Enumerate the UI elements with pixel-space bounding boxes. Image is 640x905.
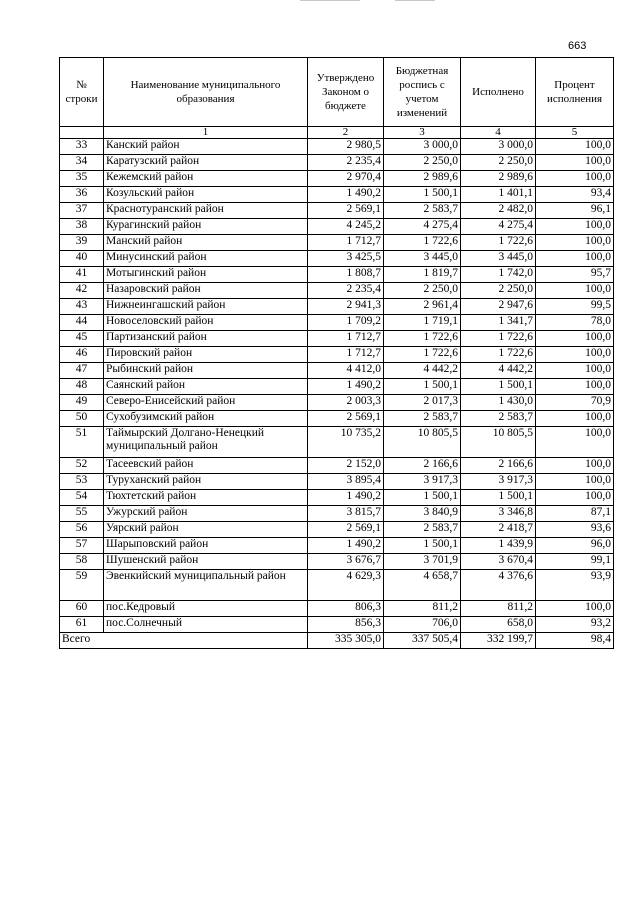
execution-percent: 100,0 [536, 139, 614, 155]
execution-percent: 96,1 [536, 203, 614, 219]
municipality-name: Ужурский район [104, 506, 308, 522]
municipality-name: Нижнеингашский район [104, 299, 308, 315]
execution-percent: 87,1 [536, 506, 614, 522]
municipality-name: Краснотуранский район [104, 203, 308, 219]
approved-amount: 1 712,7 [308, 331, 384, 347]
approved-amount: 2 235,4 [308, 155, 384, 171]
execution-percent: 100,0 [536, 155, 614, 171]
executed-amount: 4 275,4 [461, 219, 536, 235]
approved-amount: 4 245,2 [308, 219, 384, 235]
approved-amount: 1 808,7 [308, 267, 384, 283]
row-number: 46 [60, 347, 104, 363]
row-number: 36 [60, 187, 104, 203]
row-number: 61 [60, 617, 104, 633]
budget-amount: 1 500,1 [384, 538, 461, 554]
table-row [60, 427, 614, 458]
approved-amount: 1 490,2 [308, 379, 384, 395]
budget-amount: 2 961,4 [384, 299, 461, 315]
execution-percent: 100,0 [536, 331, 614, 347]
executed-amount: 3 670,4 [461, 554, 536, 570]
budget-amount: 3 840,9 [384, 506, 461, 522]
execution-percent: 95,7 [536, 267, 614, 283]
column-number: 5 [536, 127, 614, 139]
table-row [60, 315, 614, 331]
table-row [60, 458, 614, 474]
approved-amount: 1 712,7 [308, 347, 384, 363]
executed-amount: 1 722,6 [461, 235, 536, 251]
scan-artifact-line [300, 0, 360, 1]
executed-amount: 811,2 [461, 601, 536, 617]
municipality-name: Каратузский район [104, 155, 308, 171]
executed-amount: 3 917,3 [461, 474, 536, 490]
budget-amount: 1 500,1 [384, 490, 461, 506]
approved-amount: 2 569,1 [308, 203, 384, 219]
total-percent: 98,4 [536, 633, 614, 649]
table-row [60, 299, 614, 315]
approved-amount: 2 569,1 [308, 411, 384, 427]
execution-percent: 93,2 [536, 617, 614, 633]
header-municipality-name: Наименование муниципального образования [104, 58, 308, 127]
approved-amount: 856,3 [308, 617, 384, 633]
scan-artifact-line [395, 0, 435, 1]
municipality-name: Мотыгинский район [104, 267, 308, 283]
total-label: Всего [60, 633, 308, 649]
approved-amount: 3 895,4 [308, 474, 384, 490]
approved-amount: 2 970,4 [308, 171, 384, 187]
budget-amount: 4 658,7 [384, 570, 461, 601]
header-execution-percent: Процент исполнения [536, 58, 614, 127]
row-number: 44 [60, 315, 104, 331]
approved-amount: 3 676,7 [308, 554, 384, 570]
row-number: 60 [60, 601, 104, 617]
budget-amount: 3 917,3 [384, 474, 461, 490]
municipality-name: Таймырский Долгано-Ненецкий муниципальный район [104, 427, 308, 458]
budget-amount: 1 500,1 [384, 187, 461, 203]
execution-percent: 99,1 [536, 554, 614, 570]
column-number-row [60, 127, 614, 139]
approved-amount: 1 712,7 [308, 235, 384, 251]
table-row [60, 617, 614, 633]
budget-amount: 1 500,1 [384, 379, 461, 395]
table-row [60, 395, 614, 411]
municipality-name: Козульский район [104, 187, 308, 203]
table-row [60, 283, 614, 299]
table-body [60, 139, 614, 633]
table-row [60, 139, 614, 155]
table-row [60, 411, 614, 427]
executed-amount: 2 482,0 [461, 203, 536, 219]
table-row [60, 570, 614, 601]
column-number: 1 [104, 127, 308, 139]
approved-amount: 2 003,3 [308, 395, 384, 411]
header-row-number: № строки [60, 58, 104, 127]
execution-percent: 100,0 [536, 458, 614, 474]
row-number: 55 [60, 506, 104, 522]
municipality-name: пос.Кедровый [104, 601, 308, 617]
executed-amount: 658,0 [461, 617, 536, 633]
execution-percent: 93,9 [536, 570, 614, 601]
executed-amount: 1 742,0 [461, 267, 536, 283]
table-row [60, 474, 614, 490]
execution-percent: 99,5 [536, 299, 614, 315]
execution-percent: 100,0 [536, 411, 614, 427]
execution-percent: 100,0 [536, 379, 614, 395]
execution-percent: 100,0 [536, 219, 614, 235]
row-number: 40 [60, 251, 104, 267]
budget-amount: 3 000,0 [384, 139, 461, 155]
budget-amount: 1 722,6 [384, 331, 461, 347]
executed-amount: 3 445,0 [461, 251, 536, 267]
executed-amount: 2 250,0 [461, 283, 536, 299]
table-row [60, 506, 614, 522]
approved-amount: 1 490,2 [308, 490, 384, 506]
table-header-row [60, 58, 614, 127]
budget-amount: 2 250,0 [384, 155, 461, 171]
executed-amount: 2 418,7 [461, 522, 536, 538]
municipality-name: Минусинский район [104, 251, 308, 267]
execution-percent: 93,4 [536, 187, 614, 203]
row-number: 35 [60, 171, 104, 187]
execution-percent: 100,0 [536, 283, 614, 299]
municipality-name: Кежемский район [104, 171, 308, 187]
row-number: 58 [60, 554, 104, 570]
executed-amount: 2 947,6 [461, 299, 536, 315]
approved-amount: 806,3 [308, 601, 384, 617]
approved-amount: 10 735,2 [308, 427, 384, 458]
row-number: 41 [60, 267, 104, 283]
budget-amount: 2 583,7 [384, 522, 461, 538]
row-number: 51 [60, 427, 104, 458]
municipality-name: Пировский район [104, 347, 308, 363]
budget-amount: 4 275,4 [384, 219, 461, 235]
budget-amount: 2 166,6 [384, 458, 461, 474]
row-number: 54 [60, 490, 104, 506]
executed-amount: 1 430,0 [461, 395, 536, 411]
execution-percent: 100,0 [536, 251, 614, 267]
municipality-name: Эвенкийский муниципальный район [104, 570, 308, 601]
table-row [60, 267, 614, 283]
execution-percent: 78,0 [536, 315, 614, 331]
total-executed: 332 199,7 [461, 633, 536, 649]
municipality-name: пос.Солнечный [104, 617, 308, 633]
table-row [60, 251, 614, 267]
budget-amount: 2 017,3 [384, 395, 461, 411]
table-row [60, 219, 614, 235]
executed-amount: 3 000,0 [461, 139, 536, 155]
total-approved: 335 305,0 [308, 633, 384, 649]
header-approved-by-law: Утверждено Законом о бюджете [308, 58, 384, 127]
approved-amount: 1 490,2 [308, 187, 384, 203]
approved-amount: 2 152,0 [308, 458, 384, 474]
table-row [60, 155, 614, 171]
municipality-name: Рыбинский район [104, 363, 308, 379]
column-number: 2 [308, 127, 384, 139]
budget-amount: 1 722,6 [384, 347, 461, 363]
executed-amount: 4 376,6 [461, 570, 536, 601]
row-number: 39 [60, 235, 104, 251]
budget-amount: 3 701,9 [384, 554, 461, 570]
execution-percent: 100,0 [536, 171, 614, 187]
row-number: 38 [60, 219, 104, 235]
executed-amount: 1 500,1 [461, 379, 536, 395]
budget-amount: 2 250,0 [384, 283, 461, 299]
budget-amount: 1 719,1 [384, 315, 461, 331]
row-number: 52 [60, 458, 104, 474]
table-row [60, 235, 614, 251]
municipality-name: Назаровский район [104, 283, 308, 299]
execution-percent: 93,6 [536, 522, 614, 538]
table-row [60, 522, 614, 538]
table-row [60, 554, 614, 570]
header-budget-schedule: Бюджетная роспись с учетом изменений [384, 58, 461, 127]
column-number: 3 [384, 127, 461, 139]
executed-amount: 2 250,0 [461, 155, 536, 171]
table-row [60, 379, 614, 395]
municipality-name: Северо-Енисейский район [104, 395, 308, 411]
table-row [60, 171, 614, 187]
executed-amount: 1 722,6 [461, 331, 536, 347]
row-number: 34 [60, 155, 104, 171]
executed-amount: 2 989,6 [461, 171, 536, 187]
execution-percent: 100,0 [536, 363, 614, 379]
table-row [60, 203, 614, 219]
approved-amount: 2 569,1 [308, 522, 384, 538]
table-row [60, 538, 614, 554]
table-row [60, 347, 614, 363]
budget-amount: 3 445,0 [384, 251, 461, 267]
execution-percent: 100,0 [536, 601, 614, 617]
executed-amount: 2 166,6 [461, 458, 536, 474]
row-number: 45 [60, 331, 104, 347]
municipality-name: Шарыповский район [104, 538, 308, 554]
municipality-name: Манский район [104, 235, 308, 251]
row-number: 49 [60, 395, 104, 411]
executed-amount: 1 341,7 [461, 315, 536, 331]
municipality-name: Уярский район [104, 522, 308, 538]
row-number: 50 [60, 411, 104, 427]
municipality-name: Туруханский район [104, 474, 308, 490]
municipality-name: Саянский район [104, 379, 308, 395]
page-number: 663 [568, 40, 587, 52]
executed-amount: 4 442,2 [461, 363, 536, 379]
total-budget: 337 505,4 [384, 633, 461, 649]
approved-amount: 3 425,5 [308, 251, 384, 267]
execution-percent: 96,0 [536, 538, 614, 554]
executed-amount: 1 722,6 [461, 347, 536, 363]
municipality-name: Тюхтетский район [104, 490, 308, 506]
budget-amount: 1 722,6 [384, 235, 461, 251]
approved-amount: 2 235,4 [308, 283, 384, 299]
executed-amount: 10 805,5 [461, 427, 536, 458]
municipality-name: Шушенский район [104, 554, 308, 570]
row-number: 42 [60, 283, 104, 299]
municipality-name: Новоселовский район [104, 315, 308, 331]
row-number: 56 [60, 522, 104, 538]
approved-amount: 2 941,3 [308, 299, 384, 315]
municipality-name: Курагинский район [104, 219, 308, 235]
budget-amount: 4 442,2 [384, 363, 461, 379]
municipality-name: Тасеевский район [104, 458, 308, 474]
budget-amount: 811,2 [384, 601, 461, 617]
approved-amount: 3 815,7 [308, 506, 384, 522]
row-number: 37 [60, 203, 104, 219]
budget-amount: 2 583,7 [384, 411, 461, 427]
execution-percent: 100,0 [536, 474, 614, 490]
municipality-name: Канский район [104, 139, 308, 155]
executed-amount: 3 346,8 [461, 506, 536, 522]
execution-percent: 100,0 [536, 235, 614, 251]
table-row [60, 601, 614, 617]
row-number: 33 [60, 139, 104, 155]
executed-amount: 1 500,1 [461, 490, 536, 506]
total-row [60, 633, 614, 649]
execution-percent: 100,0 [536, 490, 614, 506]
executed-amount: 1 401,1 [461, 187, 536, 203]
header-executed: Исполнено [461, 58, 536, 127]
budget-amount: 2 989,6 [384, 171, 461, 187]
table-row [60, 331, 614, 347]
execution-percent: 100,0 [536, 347, 614, 363]
table-row [60, 187, 614, 203]
row-number: 59 [60, 570, 104, 601]
row-number: 57 [60, 538, 104, 554]
execution-percent: 100,0 [536, 427, 614, 458]
approved-amount: 4 629,3 [308, 570, 384, 601]
table-row [60, 363, 614, 379]
executed-amount: 1 439,9 [461, 538, 536, 554]
executed-amount: 2 583,7 [461, 411, 536, 427]
execution-percent: 70,9 [536, 395, 614, 411]
municipality-name: Партизанский район [104, 331, 308, 347]
approved-amount: 1 709,2 [308, 315, 384, 331]
row-number: 43 [60, 299, 104, 315]
column-number [60, 127, 104, 139]
approved-amount: 2 980,5 [308, 139, 384, 155]
budget-execution-table [59, 57, 614, 649]
row-number: 47 [60, 363, 104, 379]
column-number: 4 [461, 127, 536, 139]
row-number: 53 [60, 474, 104, 490]
approved-amount: 1 490,2 [308, 538, 384, 554]
budget-amount: 10 805,5 [384, 427, 461, 458]
budget-amount: 706,0 [384, 617, 461, 633]
table-row [60, 490, 614, 506]
row-number: 48 [60, 379, 104, 395]
budget-amount: 2 583,7 [384, 203, 461, 219]
municipality-name: Сухобузимский район [104, 411, 308, 427]
budget-amount: 1 819,7 [384, 267, 461, 283]
approved-amount: 4 412,0 [308, 363, 384, 379]
